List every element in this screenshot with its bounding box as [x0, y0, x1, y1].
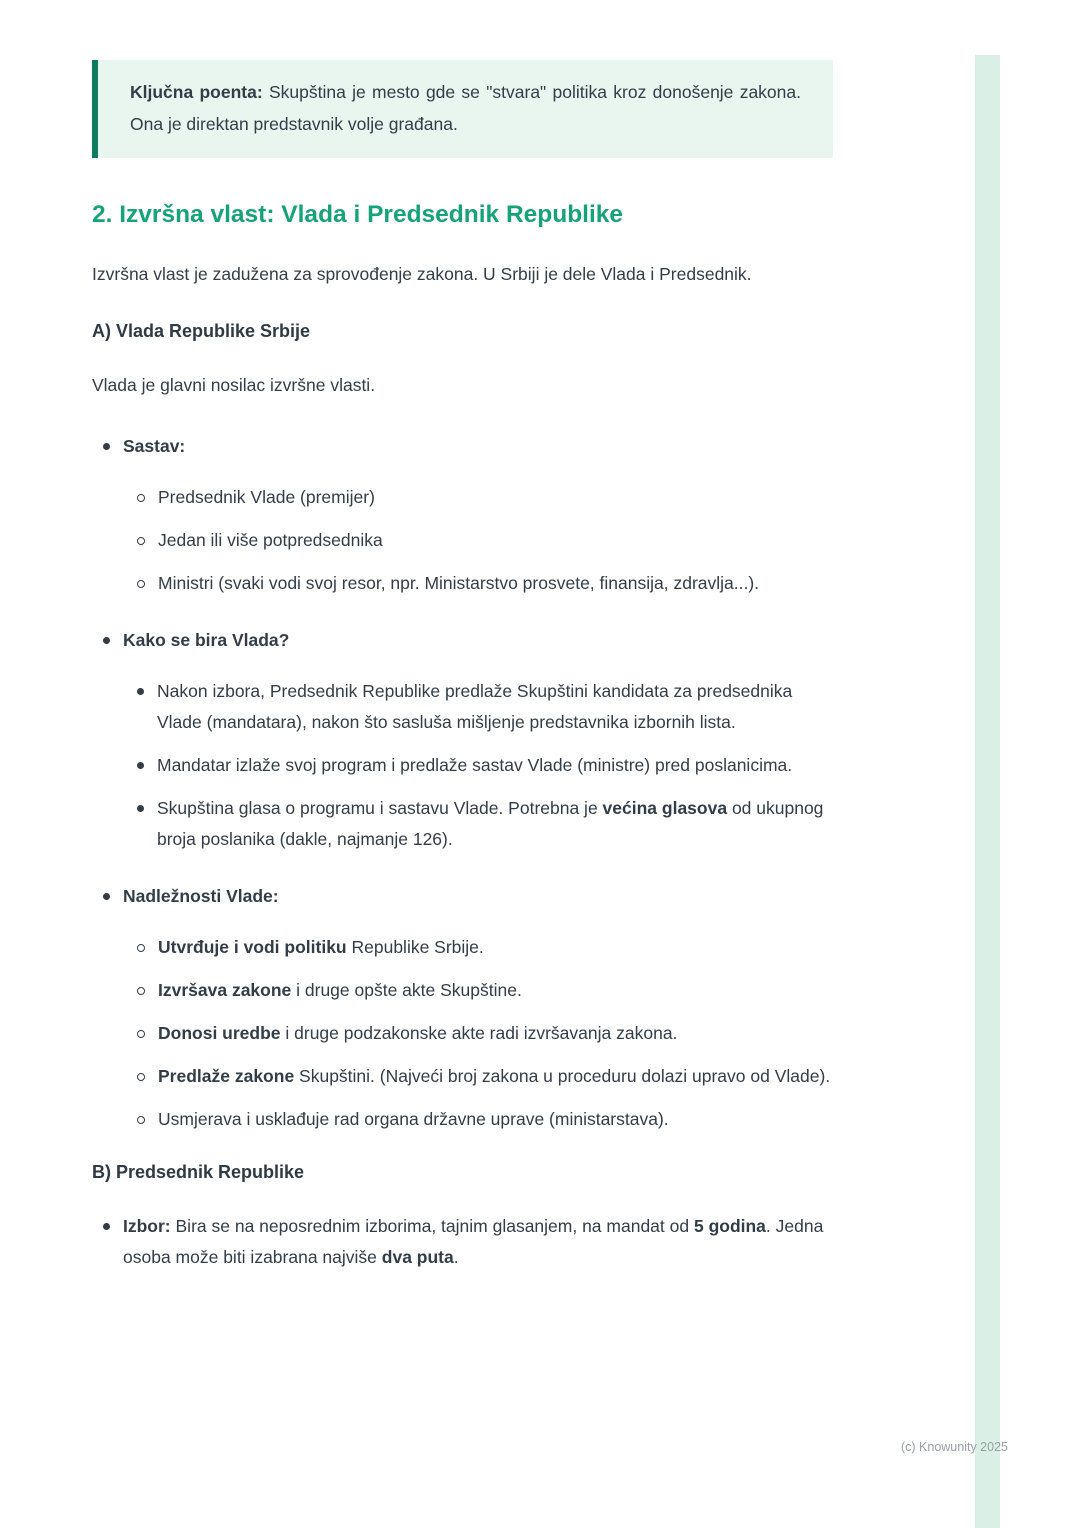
- list-item-text: [158, 1018, 677, 1049]
- bullet-icon: [103, 1223, 110, 1230]
- list-item: [126, 482, 833, 513]
- bullet-icon: [103, 893, 110, 900]
- list-item-text: Jedan ili više potpredsednika: [158, 530, 383, 550]
- list-item-text: [158, 975, 522, 1006]
- key-point-text: [130, 76, 801, 140]
- list-item-izbor-predsednika: [92, 1211, 833, 1273]
- bullet-icon: [103, 443, 110, 450]
- circle-bullet-icon: [137, 494, 145, 502]
- list-item-nadleznosti: [92, 881, 833, 912]
- izbor-vlade-label: Kako se bira Vlada?: [123, 630, 290, 650]
- text-segment: i druge podzakonske akte radi izvršavanja zakona.: [280, 1023, 678, 1043]
- watermark: (c) Knowunity 2025: [900, 1440, 1008, 1454]
- list-item: [126, 1104, 833, 1135]
- list-item-izbor-vlade: [92, 625, 833, 656]
- list-item-text: Nakon izbora, Predsednik Republike predlaže Skupštini kandidata za predsednika Vlade (mandatara), nakon što sasluša mišljenje predstavnika izbornih lista.: [157, 681, 793, 732]
- bold-segment: 5 godina: [693, 1216, 766, 1236]
- bullet-icon: [137, 762, 144, 769]
- bullet-icon: [137, 805, 144, 812]
- circle-bullet-icon: [137, 987, 145, 995]
- list-item-sastav: [92, 431, 833, 462]
- bold-segment: Donosi uredbe: [158, 1023, 281, 1043]
- bold-segment: Predlaže zakone: [158, 1066, 295, 1086]
- text-segment: Skupštini. (Najveći broj zakona u proceduru dolazi upravo od Vlade).: [294, 1066, 831, 1086]
- list-item: [126, 793, 833, 855]
- list-item-label: [123, 431, 185, 462]
- text-segment: od ukupnog broja poslanika (dakle, najmanje 126).: [157, 798, 824, 849]
- bold-segment: većina glasova: [602, 798, 728, 818]
- list-item-text: [158, 932, 484, 963]
- circle-bullet-icon: [137, 944, 145, 952]
- circle-bullet-icon: [137, 1030, 145, 1038]
- list-item: [126, 525, 833, 556]
- circle-bullet-icon: [137, 1116, 145, 1124]
- nadleznosti-sublist: [126, 932, 833, 1135]
- list-item-text: Ministri (svaki vodi svoj resor, npr. Ministarstvo prosvete, finansija, zdravlja...).: [158, 573, 760, 593]
- list-item: [126, 1061, 833, 1092]
- list-item-text: [157, 793, 833, 855]
- list-item-text: Mandatar izlaže svoj program i predlaže sastav Vlade (ministre) pred poslanicima.: [157, 755, 793, 775]
- list-item: [126, 932, 833, 963]
- section-intro: Izvršna vlast je zadužena za sprovođenje zakona. U Srbiji je dele Vlada i Predsednik.: [92, 264, 752, 284]
- text-segment: Skupština glasa o programu i sastavu Vlade. Potrebna je: [157, 798, 603, 818]
- section-heading: 2. Izvršna vlast: Vlada i Predsednik Republike: [92, 201, 624, 228]
- list-item: [126, 750, 833, 781]
- bold-segment: dva puta: [381, 1247, 454, 1267]
- sastav-label: Sastav:: [123, 436, 186, 456]
- list-item: [126, 1018, 833, 1049]
- text-segment: Usmjerava i usklađuje rad organa državne uprave (ministarstava).: [158, 1109, 669, 1129]
- text-segment: Republike Srbije.: [346, 937, 484, 957]
- page-edge-stripe: [975, 55, 1000, 1528]
- bullet-icon: [103, 637, 110, 644]
- bullet-icon: [137, 688, 144, 695]
- circle-bullet-icon: [137, 537, 145, 545]
- bold-segment: Izbor:: [123, 1216, 171, 1236]
- list-item-text: [123, 1211, 833, 1273]
- izbor-vlade-sublist: [126, 676, 833, 855]
- text-segment: .: [453, 1247, 459, 1267]
- list-item-text: Predsednik Vlade (premijer): [158, 487, 375, 507]
- list-item-text: [158, 1061, 830, 1092]
- text-segment: Bira se na neposrednim izborima, tajnim glasanjem, na mandat od: [170, 1216, 694, 1236]
- circle-bullet-icon: [137, 1073, 145, 1081]
- vlada-intro: Vlada je glavni nosilac izvršne vlasti.: [92, 375, 376, 395]
- list-item: [126, 975, 833, 1006]
- list-item-label: [123, 881, 279, 912]
- list-item-text: [158, 1104, 669, 1135]
- circle-bullet-icon: [137, 580, 145, 588]
- nadleznosti-label: Nadležnosti Vlade:: [123, 886, 279, 906]
- subheading-predsednik: B) Predsednik Republike: [92, 1162, 305, 1182]
- key-point-lead: Ključna poenta:: [130, 82, 263, 102]
- sastav-sublist: [126, 482, 833, 599]
- document-page: [92, 60, 833, 1293]
- bold-segment: Utvrđuje i vodi politiku: [158, 937, 347, 957]
- text-segment: . Jedna osoba može biti izabrana najviše: [123, 1216, 824, 1267]
- list-item: [126, 676, 833, 738]
- key-point-callout: [92, 60, 833, 158]
- bold-segment: Izvršava zakone: [158, 980, 292, 1000]
- key-point-body: Skupština je mesto gde se "stvara" politika kroz donošenje zakona. Ona je direktan predstavnik volje građana.: [130, 82, 801, 134]
- list-item: [126, 568, 833, 599]
- text-segment: i druge opšte akte Skupštine.: [291, 980, 522, 1000]
- list-item-label: [123, 625, 289, 656]
- subheading-vlada: A) Vlada Republike Srbije: [92, 321, 311, 341]
